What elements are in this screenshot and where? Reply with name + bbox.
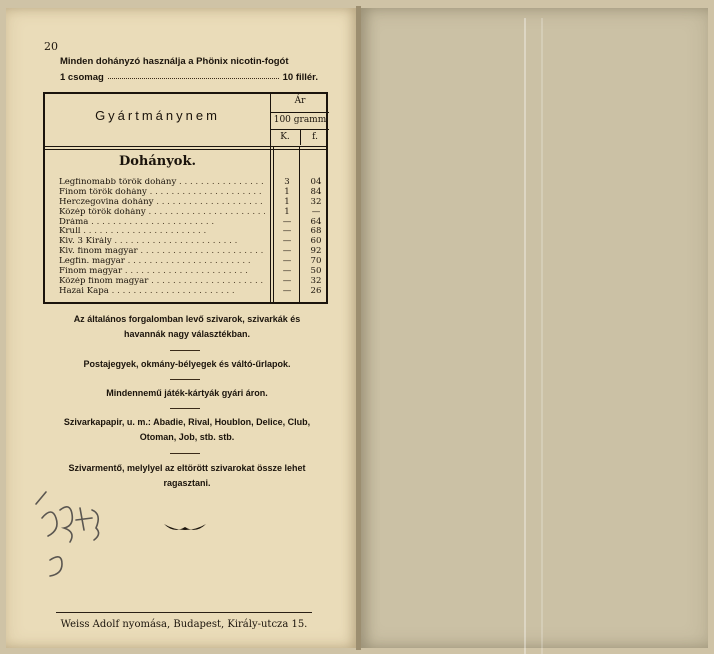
handwritten-pencil-note: [30, 488, 110, 588]
printer-imprint: Weiss Adolf nyomása, Budapest, Király-utcza 15.: [60, 619, 308, 630]
advert-quantity: 1 csomag: [60, 72, 104, 83]
table-row: Herczegovina dohány . . . 1 32: [59, 198, 325, 208]
ornament-flourish-icon: [162, 520, 208, 534]
page-number: 20: [44, 40, 58, 53]
advert-price: 10 fillér.: [282, 72, 318, 83]
footer-rule: [56, 612, 312, 613]
right-page-blank: [359, 8, 708, 648]
price-label: Ár: [294, 96, 306, 106]
filler-column-header: f.: [312, 132, 318, 142]
section-title: Dohányok.: [118, 154, 197, 169]
table-row: Legfin. magyar . . . — 70: [59, 257, 325, 267]
paragraph-cigar-glue: Szivarmentő, melylyel az eltörött szivarokat össze lehet ragasztani.: [68, 463, 306, 488]
table-row: Kiv. finom magyar . . . — 92: [59, 247, 325, 257]
dot-leader: [108, 72, 279, 79]
divider-rule: [170, 453, 200, 454]
currency-columns: [271, 129, 329, 145]
table-row: Finom török dohány . . . 1 84: [59, 188, 325, 198]
table-row: Hazai Kapa . . . — 26: [59, 287, 325, 297]
price-table: [43, 92, 328, 304]
divider-rule: [170, 408, 200, 409]
paragraph-assortment: Az általános forgalomban levő szivarok, szivarkák és havannák nagy választékban.: [73, 314, 301, 339]
table-row: Közép török dohány . . . 1 —: [59, 208, 325, 218]
tobacco-rows: [59, 178, 325, 297]
book-spine: [356, 6, 361, 650]
korona-column-header: K.: [280, 132, 290, 142]
table-row: Legfinomabb török dohány . . . 3 04: [59, 178, 325, 188]
table-header: [45, 94, 270, 146]
header-divider: [45, 149, 326, 150]
table-row: Dráma . . . — 64: [59, 218, 325, 228]
divider-rule: [170, 350, 200, 351]
paper-crease: [524, 18, 526, 654]
table-row: Finom magyar . . . — 50: [59, 267, 325, 277]
table-row: Kiv. 3 Király . . . — 60: [59, 237, 325, 247]
paper-crease: [541, 18, 543, 654]
paragraph-playing-cards: Mindennemű játék-kártyák gyári áron.: [106, 388, 268, 398]
table-row: Közép finom magyar . . . — 32: [59, 277, 325, 287]
divider-rule: [170, 379, 200, 380]
header-divider: [45, 146, 326, 147]
product-type-header: Gyártmánynem: [95, 108, 220, 123]
advert-line: Minden dohányzó használja a Phönix nicotin-fogót: [60, 56, 289, 67]
paragraph-cigarette-paper: Szivarkapapir, u. m.: Abadie, Rival, Houblon, Delice, Club, Otoman, Job, stb. stb.: [63, 417, 311, 442]
paragraph-stamps: Postajegyek, okmány-bélyegek és váltó-űrlapok.: [83, 359, 291, 369]
advert-price-line: [60, 72, 318, 83]
price-header: [270, 94, 329, 146]
table-row: Krull . . . — 68: [59, 227, 325, 237]
price-unit: 100 gramm: [271, 112, 329, 125]
